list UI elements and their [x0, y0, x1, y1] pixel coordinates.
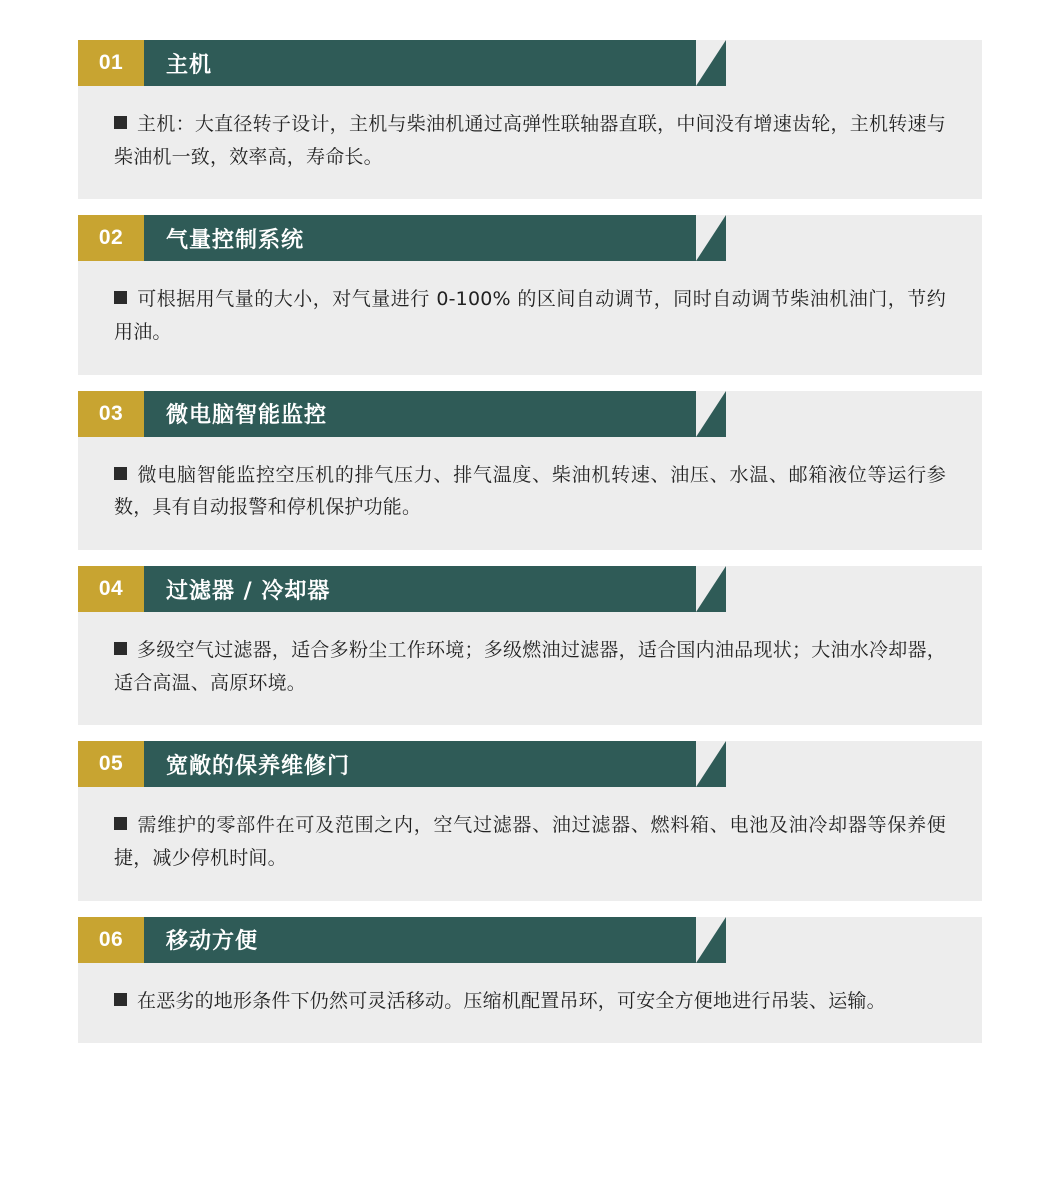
features-panel [78, 40, 982, 1043]
section-text: 在恶劣的地形条件下仍然可灵活移动。压缩机配置吊环，可安全方便地进行吊装、运输。 [137, 989, 886, 1012]
section-body [78, 963, 982, 1044]
feature-section-03 [78, 391, 982, 550]
section-header [78, 215, 696, 261]
section-body [78, 612, 982, 725]
feature-section-05 [78, 741, 982, 900]
section-number-badge: 06 [78, 917, 144, 963]
feature-section-01 [78, 40, 982, 199]
section-title: 宽敞的保养维修门 [144, 741, 696, 787]
section-divider [78, 375, 982, 391]
section-paragraph [114, 459, 946, 524]
section-body [78, 437, 982, 550]
section-number-badge: 03 [78, 391, 144, 437]
section-text: 可根据用气量的大小，对气量进行 0-100% 的区间自动调节，同时自动调节柴油机油门，节约用油。 [114, 288, 946, 344]
section-number-badge: 02 [78, 215, 144, 261]
section-text: 微电脑智能监控空压机的排气压力、排气温度、柴油机转速、油压、水温、邮箱液位等运行参数，具有自动报警和停机保护功能。 [114, 463, 946, 519]
section-divider [78, 550, 982, 566]
section-title: 微电脑智能监控 [144, 391, 696, 437]
section-divider [78, 199, 982, 215]
square-bullet-icon [114, 116, 127, 129]
feature-section-02 [78, 215, 982, 374]
section-title: 过滤器 / 冷却器 [144, 566, 696, 612]
section-text: 主机：大直径转子设计，主机与柴油机通过高弹性联轴器直联，中间没有增速齿轮，主机转速与柴油机一致，效率高，寿命长。 [114, 113, 946, 168]
feature-section-04 [78, 566, 982, 725]
section-paragraph [114, 634, 946, 699]
section-header [78, 566, 696, 612]
section-body [78, 86, 982, 199]
section-body [78, 787, 982, 900]
section-divider [78, 901, 982, 917]
square-bullet-icon [114, 817, 127, 830]
section-title: 主机 [144, 40, 696, 86]
square-bullet-icon [114, 467, 127, 480]
section-text: 多级空气过滤器，适合多粉尘工作环境；多级燃油过滤器，适合国内油品现状；大油水冷却器，适合高温、高原环境。 [114, 639, 946, 694]
section-paragraph [114, 809, 946, 874]
section-number-badge: 04 [78, 566, 144, 612]
section-divider [78, 725, 982, 741]
square-bullet-icon [114, 993, 127, 1006]
section-header [78, 741, 696, 787]
section-title: 移动方便 [144, 917, 696, 963]
square-bullet-icon [114, 642, 127, 655]
section-paragraph [114, 985, 946, 1018]
section-paragraph [114, 108, 946, 173]
section-paragraph [114, 283, 946, 348]
section-number-badge: 05 [78, 741, 144, 787]
square-bullet-icon [114, 291, 127, 304]
section-title: 气量控制系统 [144, 215, 696, 261]
section-header [78, 391, 696, 437]
section-text: 需维护的零部件在可及范围之内，空气过滤器、油过滤器、燃料箱、电池及油冷却器等保养便捷，减少停机时间。 [114, 814, 946, 870]
section-number-badge: 01 [78, 40, 144, 86]
section-header [78, 40, 696, 86]
section-body [78, 261, 982, 374]
section-header [78, 917, 696, 963]
feature-section-06 [78, 917, 982, 1044]
